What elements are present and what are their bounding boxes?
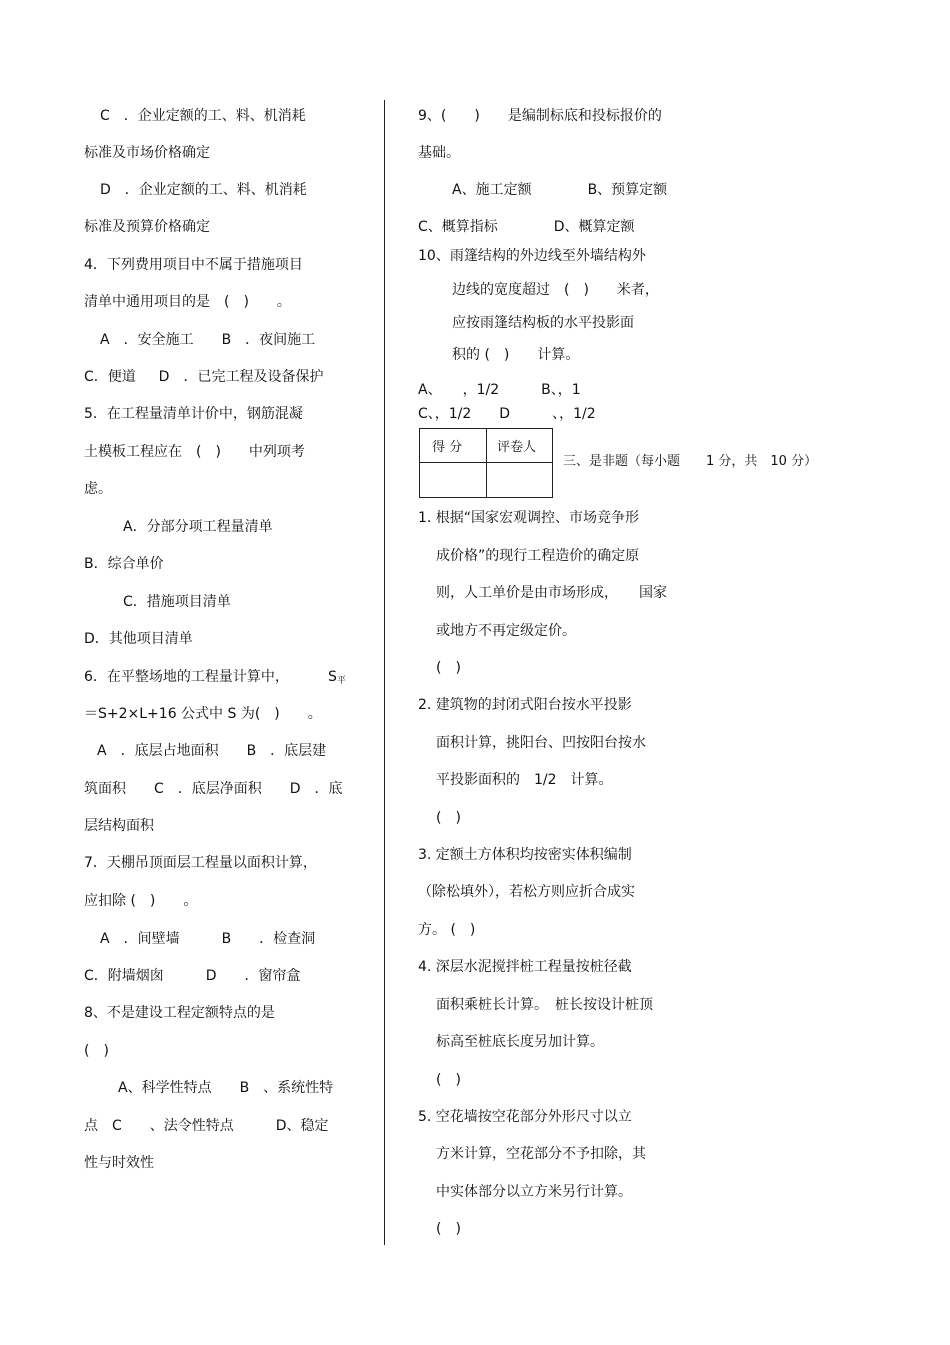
judgment-3: 3. 定额土方体积均按密实体积编制 [418, 847, 632, 863]
text-line: C．措施项目清单 [123, 594, 231, 610]
text-line: A、科学性特点 B 、系统性特 [118, 1080, 334, 1096]
text-line: A ．底层占地面积 B ．底层建 [97, 743, 327, 759]
answer-blank: ( ) [436, 1221, 461, 1237]
text-line: 土模板工程应在 ( ) 中列项考 [84, 444, 305, 460]
text-line: 积的 ( ) 计算。 [452, 347, 580, 363]
text-line: 成价格”的现行工程造价的确定原 [436, 548, 640, 564]
text-line: 面积乘桩长计算。 桩长按设计桩顶 [436, 997, 653, 1013]
text-line: A、 ，1/2 B、，1 [418, 382, 581, 398]
question-4: 4．下列费用项目中不属于措施项目 [84, 257, 303, 273]
text-line: 清单中通用项目的是 ( ) 。 [84, 294, 291, 310]
text-line: 方米计算，空花部分不予扣除，其 [436, 1146, 646, 1162]
table-rule [486, 429, 487, 497]
text-line: 性与时效性 [84, 1155, 154, 1171]
s-flat-symbol: $S_平$ [328, 669, 346, 686]
text-line: 点 C 、法令性特点 D、稳定 [84, 1118, 329, 1134]
text-line: C、概算指标 D、概算定额 [418, 219, 635, 235]
text-line: 基础。 [418, 145, 460, 161]
judgment-5: 5. 空花墙按空花部分外形尺寸以立 [418, 1109, 632, 1125]
question-9: 9、( ) 是编制标底和投标报价的 [418, 108, 662, 124]
text-line: ＝S+2×L+16 公式中 S 为( ) 。 [84, 706, 322, 722]
question-7: 7．天棚吊顶面层工程量以面积计算， [84, 855, 317, 871]
text-line: 面积计算，挑阳台、凹按阳台按水 [436, 735, 646, 751]
question-5: 5．在工程量清单计价中，钢筋混凝 [84, 406, 303, 422]
text-line: A．分部分项工程量清单 [123, 519, 273, 535]
text-line: B．综合单价 [84, 556, 164, 572]
judgment-4: 4. 深层水泥搅拌桩工程量按桩径截 [418, 959, 632, 975]
text-line: D ．企业定额的工、料、机消耗 [100, 182, 307, 198]
section-three-title: 三、是非题（每小题 1 分，共 10 分） [563, 454, 818, 469]
text-line: 中实体部分以立方米另行计算。 [436, 1184, 632, 1200]
text-line: 标准及预算价格确定 [84, 219, 210, 235]
text-line: 方。 ( ) [418, 922, 476, 938]
text-line: D．其他项目清单 [84, 631, 193, 647]
text-line: 平投影面积的 1/2 计算。 [436, 772, 613, 788]
text-line: 标高至桩底长度另加计算。 [436, 1034, 604, 1050]
question-10: 10、雨篷结构的外边线至外墙结构外 [418, 248, 646, 264]
text-line: C．便道 D ．已完工程及设备保护 [84, 369, 324, 385]
text-line: A、施工定额 B、预算定额 [452, 182, 668, 198]
text-line: C．附墙烟囱 D ．窗帘盒 [84, 968, 301, 984]
text-line: A ．间壁墙 B ．检查洞 [100, 931, 316, 947]
answer-blank: ( ) [436, 810, 461, 826]
column-divider [384, 100, 385, 1245]
text-line: ( ) [84, 1043, 109, 1059]
text-line: 应按雨篷结构板的水平投影面 [452, 315, 634, 331]
answer-blank: ( ) [436, 660, 461, 676]
text-line: 则，人工单价是由市场形成， 国家 [436, 585, 667, 601]
text-line: C ．企业定额的工、料、机消耗 [100, 108, 306, 124]
text-line: 虑。 [84, 481, 112, 497]
question-6: 6．在平整场地的工程量计算中， [84, 669, 289, 685]
text-line: 应扣除 ( ) 。 [84, 893, 198, 909]
text-line: A ．安全施工 B ．夜间施工 [100, 332, 316, 348]
score-table [419, 428, 553, 498]
judgment-1: 1. 根据“国家宏观调控、市场竞争形 [418, 510, 640, 526]
text-line: 标准及市场价格确定 [84, 145, 210, 161]
question-8: 8、不是建设工程定额特点的是 [84, 1005, 275, 1021]
judgment-2: 2. 建筑物的封闭式阳台按水平投影 [418, 697, 632, 713]
reviewer-label: 评卷人 [497, 440, 537, 455]
text-line: 筑面积 C ．底层净面积 D ．底 [84, 781, 343, 797]
text-line: （除松填外），若松方则应折合成实 [418, 884, 635, 900]
text-line: 边线的宽度超过 ( ) 米者， [452, 282, 659, 298]
answer-blank: ( ) [436, 1072, 461, 1088]
text-line: 或地方不再定级定价。 [436, 623, 576, 639]
text-line: C、，1/2 D 、，1/2 [418, 406, 596, 422]
score-label: 得 分 [432, 440, 463, 455]
text-line: 层结构面积 [84, 818, 154, 834]
